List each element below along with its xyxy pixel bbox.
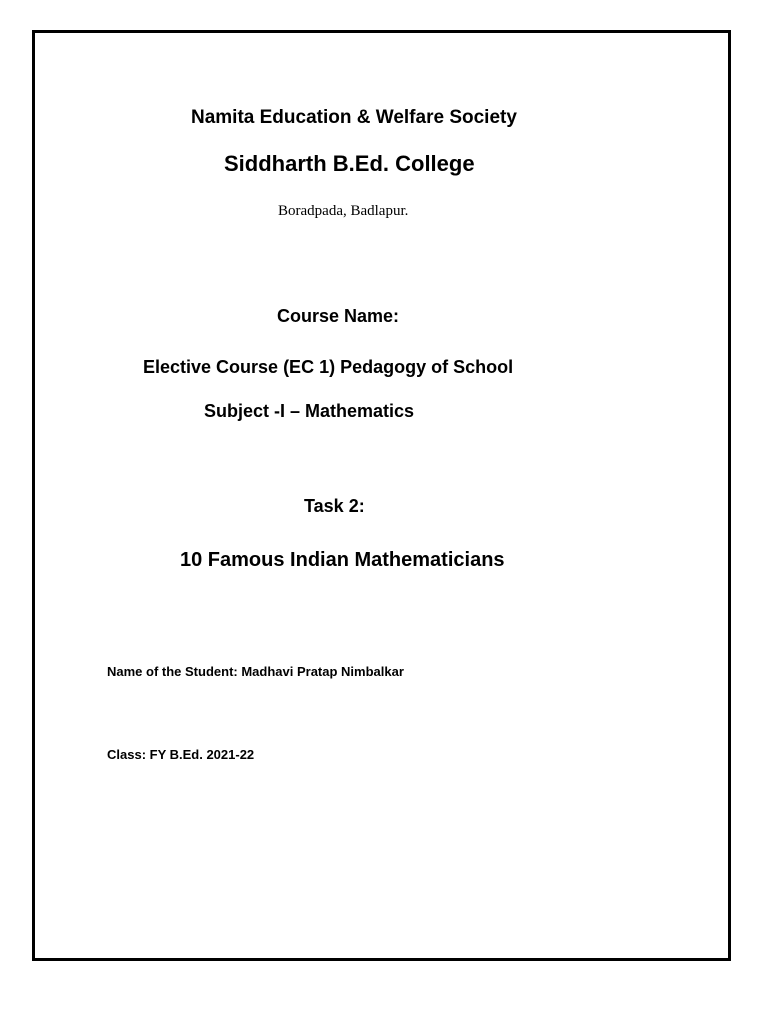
college-address: Boradpada, Badlapur. <box>278 203 409 219</box>
subject-line: Subject -I – Mathematics <box>204 401 415 421</box>
society-name: Namita Education & Welfare Society <box>191 107 517 128</box>
class-line: Class: FY B.Ed. 2021-22 <box>107 747 255 762</box>
task-title: 10 Famous Indian Mathematicians <box>180 549 505 571</box>
college-name: Siddharth B.Ed. College <box>224 151 475 176</box>
task-heading: Task 2: <box>304 496 365 516</box>
student-name-line: Name of the Student: Madhavi Pratap Nimbalkar <box>107 664 404 679</box>
course-name: Elective Course (EC 1) Pedagogy of School <box>143 357 514 377</box>
course-name-heading: Course Name: <box>277 306 400 326</box>
